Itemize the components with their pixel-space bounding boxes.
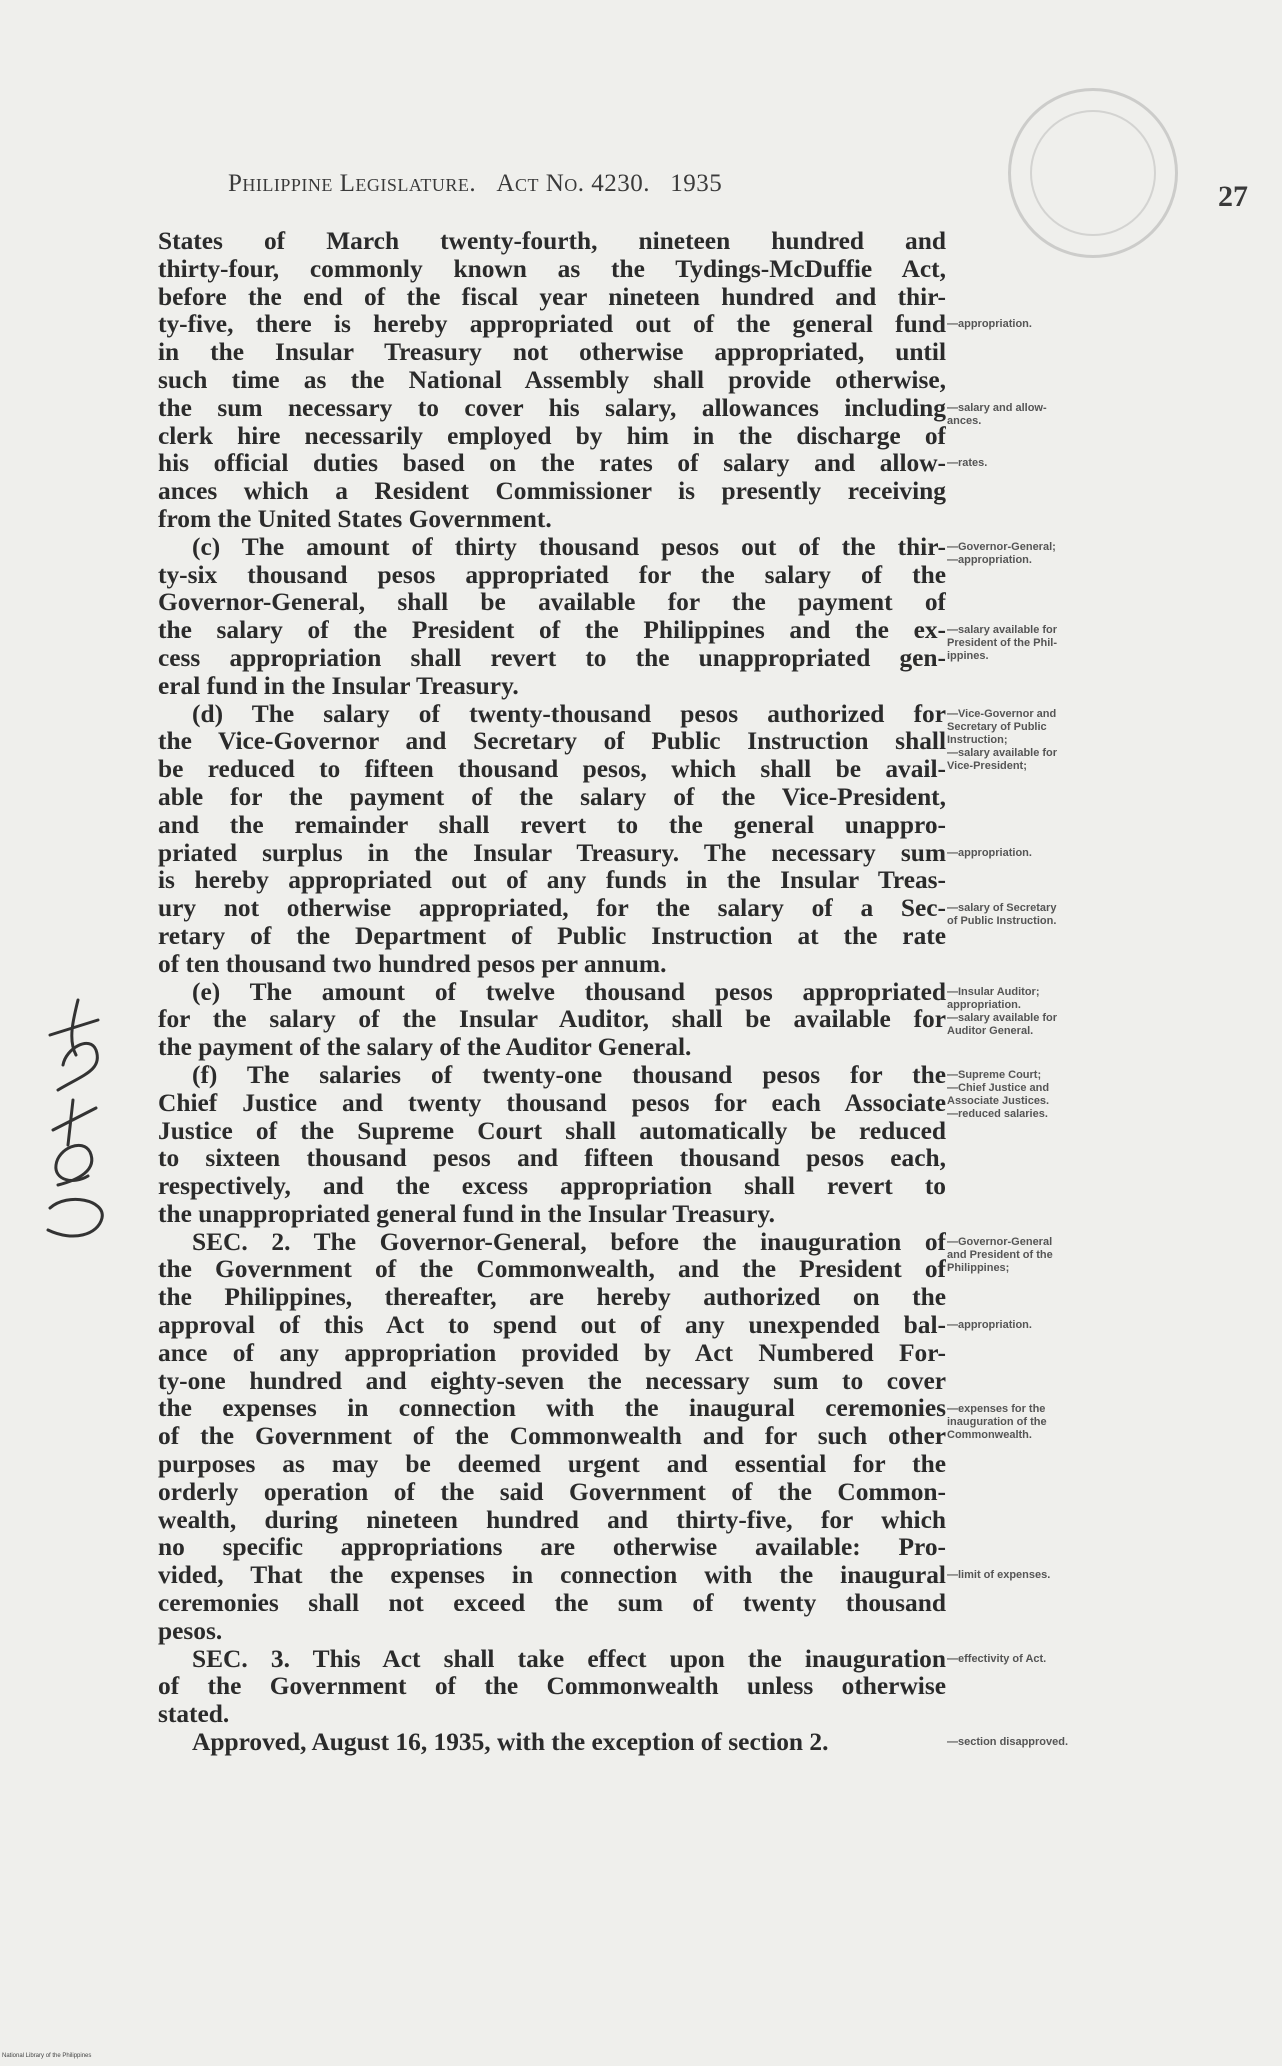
handwritten-number	[28, 980, 118, 1260]
margin-note: —salary of Secretary of Public Instruction.	[947, 902, 1057, 928]
margin-note: —effectivity of Act.	[947, 1652, 1047, 1665]
text-line: his official duties based on the rates of salary and allow-	[158, 450, 946, 478]
text-line: (f) The salaries of twenty-one thousand pesos for the	[192, 1061, 946, 1089]
text-line: (d) The salary of twenty-thousand pesos authorized for	[192, 700, 946, 728]
footer-credit: National Library of the Philippines	[2, 2053, 92, 2059]
margin-note: —limit of expenses.	[947, 1569, 1051, 1582]
margin-note: —Governor-General; —appropriation.	[947, 540, 1056, 566]
text-line: and the remainder shall revert to the general unappro-	[158, 811, 946, 839]
text-line: be reduced to fifteen thousand pesos, which shall be avail-	[158, 756, 946, 784]
text-line: no specific appropriations are otherwise available: Pro-	[158, 1534, 946, 1562]
text-line: before the end of the fiscal year nineteen hundred and thir-	[158, 283, 946, 311]
header-act-number: Act No. 4230.	[496, 170, 651, 197]
text-line: ury not otherwise appropriated, for the salary of a Sec-	[158, 895, 946, 923]
text-line: for the salary of the Insular Auditor, shall be available for	[158, 1006, 946, 1034]
text-line: the expenses in connection with the inaugural ceremonies	[158, 1395, 946, 1423]
margin-note: —Supreme Court; —Chief Justice and Associate Justices. —reduced salaries.	[947, 1069, 1050, 1120]
text-line: SEC. 2. The Governor-General, before the inauguration of	[192, 1228, 946, 1256]
text-line: ty-five, there is hereby appropriated out of the general fund	[158, 311, 946, 339]
header-year: 1935	[670, 170, 723, 197]
margin-note: —salary and allow- ances.	[947, 401, 1047, 427]
text-line: priated surplus in the Insular Treasury. The necessary sum	[158, 839, 946, 867]
text-line: Chief Justice and twenty thousand pesos for each Associate	[158, 1089, 946, 1117]
text-line: pesos.	[158, 1617, 223, 1645]
text-line: vided, That the expenses in connection with the inaugural	[158, 1562, 946, 1590]
margin-note: —rates.	[947, 457, 988, 470]
text-line: (c) The amount of thirty thousand pesos out of the thir-	[192, 533, 946, 561]
text-line: in the Insular Treasury not otherwise appropriated, until	[158, 339, 946, 367]
text-line: respectively, and the excess appropriation shall revert to	[158, 1173, 946, 1201]
text-line: clerk hire necessarily employed by him in the discharge of	[158, 422, 946, 450]
margin-note: —Vice-Governor and Secretary of Public Instruction; —salary available for Vice-President;	[947, 707, 1058, 772]
margin-note: —salary available for President of the Phil- ippines.	[947, 624, 1058, 663]
text-line: ty-one hundred and eighty-seven the necessary sum to cover	[158, 1367, 946, 1395]
text-line: the Vice-Governor and Secretary of Public Instruction shall	[158, 728, 946, 756]
text-line: of ten thousand two hundred pesos per annum.	[158, 950, 667, 978]
text-line: to sixteen thousand pesos and fifteen thousand pesos each,	[158, 1145, 946, 1173]
running-header	[228, 170, 888, 198]
page-number: 27	[1218, 180, 1248, 213]
text-line: Approved, August 16, 1935, with the exception of section 2.	[192, 1729, 829, 1757]
margin-note: —section disapproved.	[947, 1736, 1069, 1749]
text-line: ceremonies shall not exceed the sum of twenty thousand	[158, 1590, 946, 1618]
text-line: stated.	[158, 1701, 230, 1729]
margin-note: —expenses for the inauguration of the Commonwealth.	[947, 1402, 1047, 1441]
text-line: of the Government of the Commonwealth and for such other	[158, 1423, 946, 1451]
text-line: ances which a Resident Commissioner is presently receiving	[158, 478, 946, 506]
text-line: SEC. 3. This Act shall take effect upon the inauguration	[192, 1645, 946, 1673]
text-line: (e) The amount of twelve thousand pesos appropriated	[192, 978, 946, 1006]
text-line: States of March twenty-fourth, nineteen hundred and	[158, 228, 946, 255]
text-line: wealth, during nineteen hundred and thirty-five, for which	[158, 1506, 946, 1534]
text-line: thirty-four, commonly known as the Tydings-McDuffie Act,	[158, 255, 946, 283]
text-line: the Philippines, thereafter, are hereby authorized on the	[158, 1284, 946, 1312]
text-line: eral fund in the Insular Treasury.	[158, 672, 519, 700]
text-line: approval of this Act to spend out of any unexpended bal-	[158, 1312, 946, 1340]
header-legislature: Philippine Legislature.	[228, 170, 477, 197]
margin-note: —Governor-General and President of the Philippines;	[947, 1235, 1053, 1274]
text-line: from the United States Government.	[158, 505, 552, 533]
text-line: the Government of the Commonwealth, and the President of	[158, 1256, 946, 1284]
margin-note: —Insular Auditor; appropriation. —salary available for Auditor General.	[947, 985, 1058, 1037]
text-line: cess appropriation shall revert to the unappropriated gen-	[158, 644, 946, 672]
text-line: Justice of the Supreme Court shall automatically be reduced	[158, 1117, 946, 1145]
text-line: purposes as may be deemed urgent and essential for the	[158, 1451, 946, 1479]
text-line: Governor-General, shall be available for the payment of	[158, 589, 946, 617]
text-line: ance of any appropriation provided by Act Numbered For-	[158, 1339, 946, 1367]
text-line: of the Government of the Commonwealth unless otherwise	[158, 1673, 946, 1701]
text-line: is hereby appropriated out of any funds in the Insular Treas-	[158, 867, 946, 895]
text-line: the unappropriated general fund in the Insular Treasury.	[158, 1200, 776, 1228]
margin-note: —appropriation.	[947, 1319, 1032, 1332]
text-line: able for the payment of the salary of the Vice-President,	[158, 783, 946, 811]
text-line: ty-six thousand pesos appropriated for the salary of the	[158, 561, 946, 589]
text-line: such time as the National Assembly shall provide otherwise,	[158, 366, 946, 394]
library-stamp-inner	[1030, 110, 1156, 236]
text-line: the payment of the salary of the Auditor General.	[158, 1034, 692, 1062]
margin-note: —appropriation.	[947, 318, 1032, 331]
margin-note: —appropriation.	[947, 846, 1032, 859]
act-body-text	[158, 228, 946, 1757]
text-line: the salary of the President of the Philippines and the ex-	[158, 617, 946, 645]
text-line: orderly operation of the said Government of the Common-	[158, 1478, 946, 1506]
text-line: retary of the Department of Public Instruction at the rate	[158, 922, 946, 950]
text-line: the sum necessary to cover his salary, allowances including	[158, 394, 946, 422]
